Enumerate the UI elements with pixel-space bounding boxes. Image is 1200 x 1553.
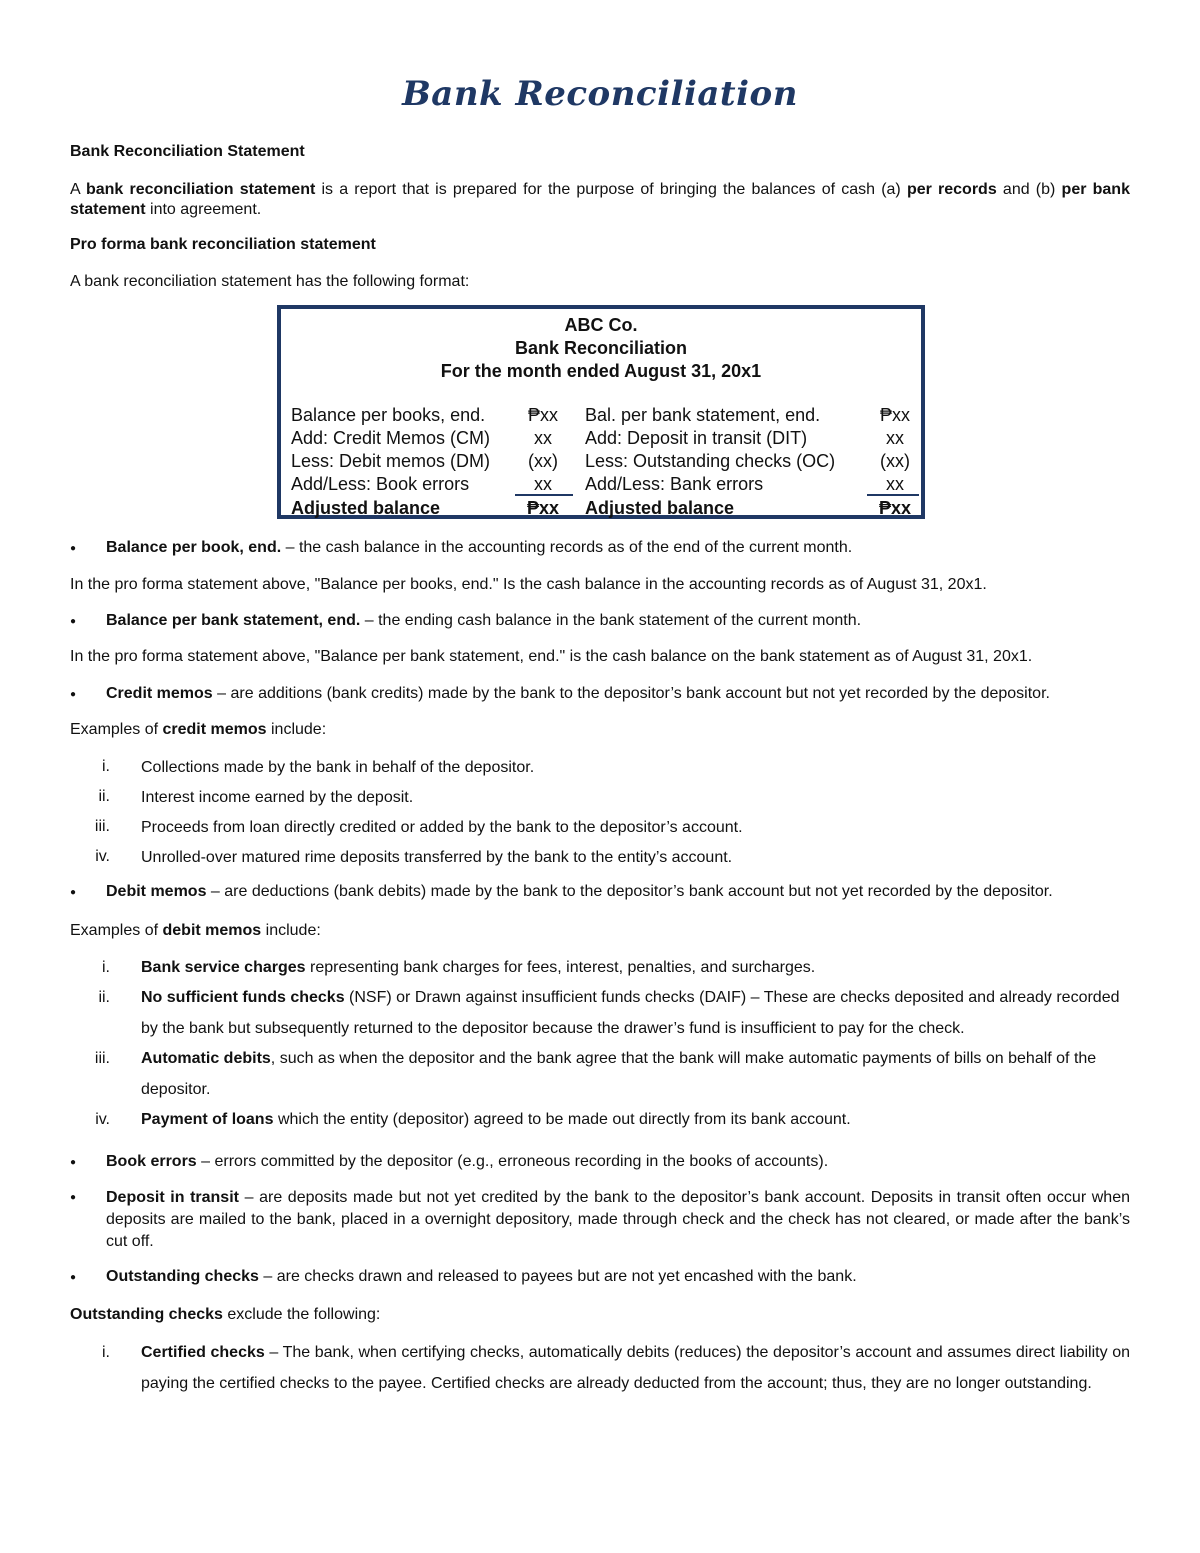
left-row-label: Add/Less: Book errors <box>291 474 470 494</box>
list-item: Automatic debits, such as when the depositor and the bank agree that the bank will make automatic payments of bills on behalf of the depositor. <box>141 1050 1097 1098</box>
list-number: iii. <box>94 818 110 835</box>
note-balance-per-book: In the pro forma statement above, "Balance per books, end." Is the cash balance in the accounting records as of August 31, 20x1. <box>70 576 987 593</box>
right-row-amount: xx <box>886 428 904 448</box>
definition-credit-memos: Credit memos – are additions (bank credits) made by the bank to the depositor’s bank account but not yet recorded by the depositor. <box>106 685 1050 702</box>
left-total-label: Adjusted balance <box>291 498 441 518</box>
list-number: iv. <box>95 1111 110 1128</box>
left-row-label: Less: Debit memos (DM) <box>291 451 491 471</box>
right-row-label: Add: Deposit in transit (DIT) <box>585 428 808 448</box>
bullet-icon: ● <box>70 616 77 627</box>
left-total-amount: ₱xx <box>526 498 560 518</box>
left-total-underline <box>515 494 573 496</box>
bullet-icon: ● <box>70 689 77 700</box>
list-item: Unrolled-over matured rime deposits transferred by the bank to the entity’s account. <box>141 849 733 866</box>
right-row-label: Add/Less: Bank errors <box>585 474 764 494</box>
proforma-heading: Pro forma bank reconciliation statement <box>70 236 376 253</box>
definition-balance-per-book: Balance per book, end. – the cash balance in the accounting records as of the end of the current month. <box>106 539 853 556</box>
right-row-amount: (xx) <box>880 451 910 471</box>
left-row-label: Balance per books, end. <box>291 405 486 425</box>
intro-paragraph: A bank reconciliation statement is a report that is prepared for the purpose of bringing the balances of cash (a) per records and (b) per bank statement into agreement. <box>70 181 1130 218</box>
list-number: i. <box>102 959 110 976</box>
page-title: Bank Reconciliation <box>402 74 798 114</box>
left-row-amount: xx <box>534 474 552 494</box>
list-number: ii. <box>98 788 110 805</box>
right-total-underline <box>867 494 919 496</box>
definition-balance-per-bank: Balance per bank statement, end. – the ending cash balance in the bank statement of the current month. <box>106 612 862 629</box>
list-item: Interest income earned by the deposit. <box>141 789 414 806</box>
debit-memos-examples-heading: Examples of debit memos include: <box>70 922 321 939</box>
format-line: A bank reconciliation statement has the following format: <box>70 273 470 290</box>
right-row-amount: xx <box>886 474 904 494</box>
note-balance-per-bank: In the pro forma statement above, "Balance per bank statement, end." is the cash balance on the bank statement as of August 31, 20x1. <box>70 648 1033 665</box>
definition-deposit-in-transit: Deposit in transit – are deposits made but not yet credited by the bank to the depositor’s bank account. Deposits in transit often occur when deposits are mailed to the bank, placed in a overnight depository, made through check and the check has not cleared, or made after the bank’s cut off. <box>106 1189 1130 1250</box>
right-row-label: Less: Outstanding checks (OC) <box>585 451 836 471</box>
left-row-label: Add: Credit Memos (CM) <box>291 428 491 448</box>
left-row-amount: (xx) <box>528 451 558 471</box>
list-item: Proceeds from loan directly credited or added by the bank to the depositor’s account. <box>141 819 743 836</box>
statement-company: ABC Co. <box>564 315 638 335</box>
bullet-icon: ● <box>70 1272 77 1283</box>
list-item: Certified checks – The bank, when certifying checks, automatically debits (reduces) the depositor’s account and assumes direct liability on paying the certified checks to the payee. Certified checks are already deducted from the account; thus, they are no longer outstanding. <box>141 1344 1131 1392</box>
right-row-label: Bal. per bank statement, end. <box>585 405 821 425</box>
list-item: Payment of loans which the entity (depositor) agreed to be made out directly from its bank account. <box>141 1111 851 1128</box>
section-heading: Bank Reconciliation Statement <box>70 143 305 160</box>
list-number: iv. <box>95 848 110 865</box>
reconciliation-statement-box <box>277 305 925 519</box>
credit-memos-examples-heading: Examples of credit memos include: <box>70 721 327 738</box>
list-item: No sufficient funds checks (NSF) or Drawn against insufficient funds checks (DAIF) – These are checks deposited and already recorded by the bank but subsequently returned to the depositor because the drawer’s fund is insufficient to pay for the check. <box>141 989 1120 1037</box>
list-item: Bank service charges representing bank charges for fees, interest, penalties, and surcharges. <box>141 959 816 976</box>
bullet-icon: ● <box>70 543 77 554</box>
right-total-label: Adjusted balance <box>585 498 735 518</box>
list-number: i. <box>102 1344 110 1361</box>
right-row-amount: ₱xx <box>879 405 910 425</box>
outstanding-checks-exclusions-heading: Outstanding checks exclude the following: <box>70 1306 381 1323</box>
bullet-icon: ● <box>70 1157 77 1168</box>
definition-book-errors: Book errors – errors committed by the depositor (e.g., erroneous recording in the books of accounts). <box>106 1153 829 1170</box>
list-number: iii. <box>94 1050 110 1067</box>
statement-period: For the month ended August 31, 20x1 <box>440 361 762 381</box>
definition-debit-memos: Debit memos – are deductions (bank debits) made by the bank to the depositor’s bank account but not yet recorded by the depositor. <box>106 883 1053 900</box>
list-number: i. <box>102 758 110 775</box>
list-number: ii. <box>98 989 110 1006</box>
left-row-amount: xx <box>534 428 552 448</box>
bullet-icon: ● <box>70 887 77 898</box>
definition-outstanding-checks: Outstanding checks – are checks drawn and released to payees but are not yet encashed with the bank. <box>106 1268 857 1285</box>
statement-name: Bank Reconciliation <box>514 338 688 358</box>
list-item: Collections made by the bank in behalf of the depositor. <box>141 759 535 776</box>
left-row-amount: ₱xx <box>527 405 558 425</box>
bullet-icon: ● <box>70 1192 77 1203</box>
right-total-amount: ₱xx <box>878 498 912 518</box>
